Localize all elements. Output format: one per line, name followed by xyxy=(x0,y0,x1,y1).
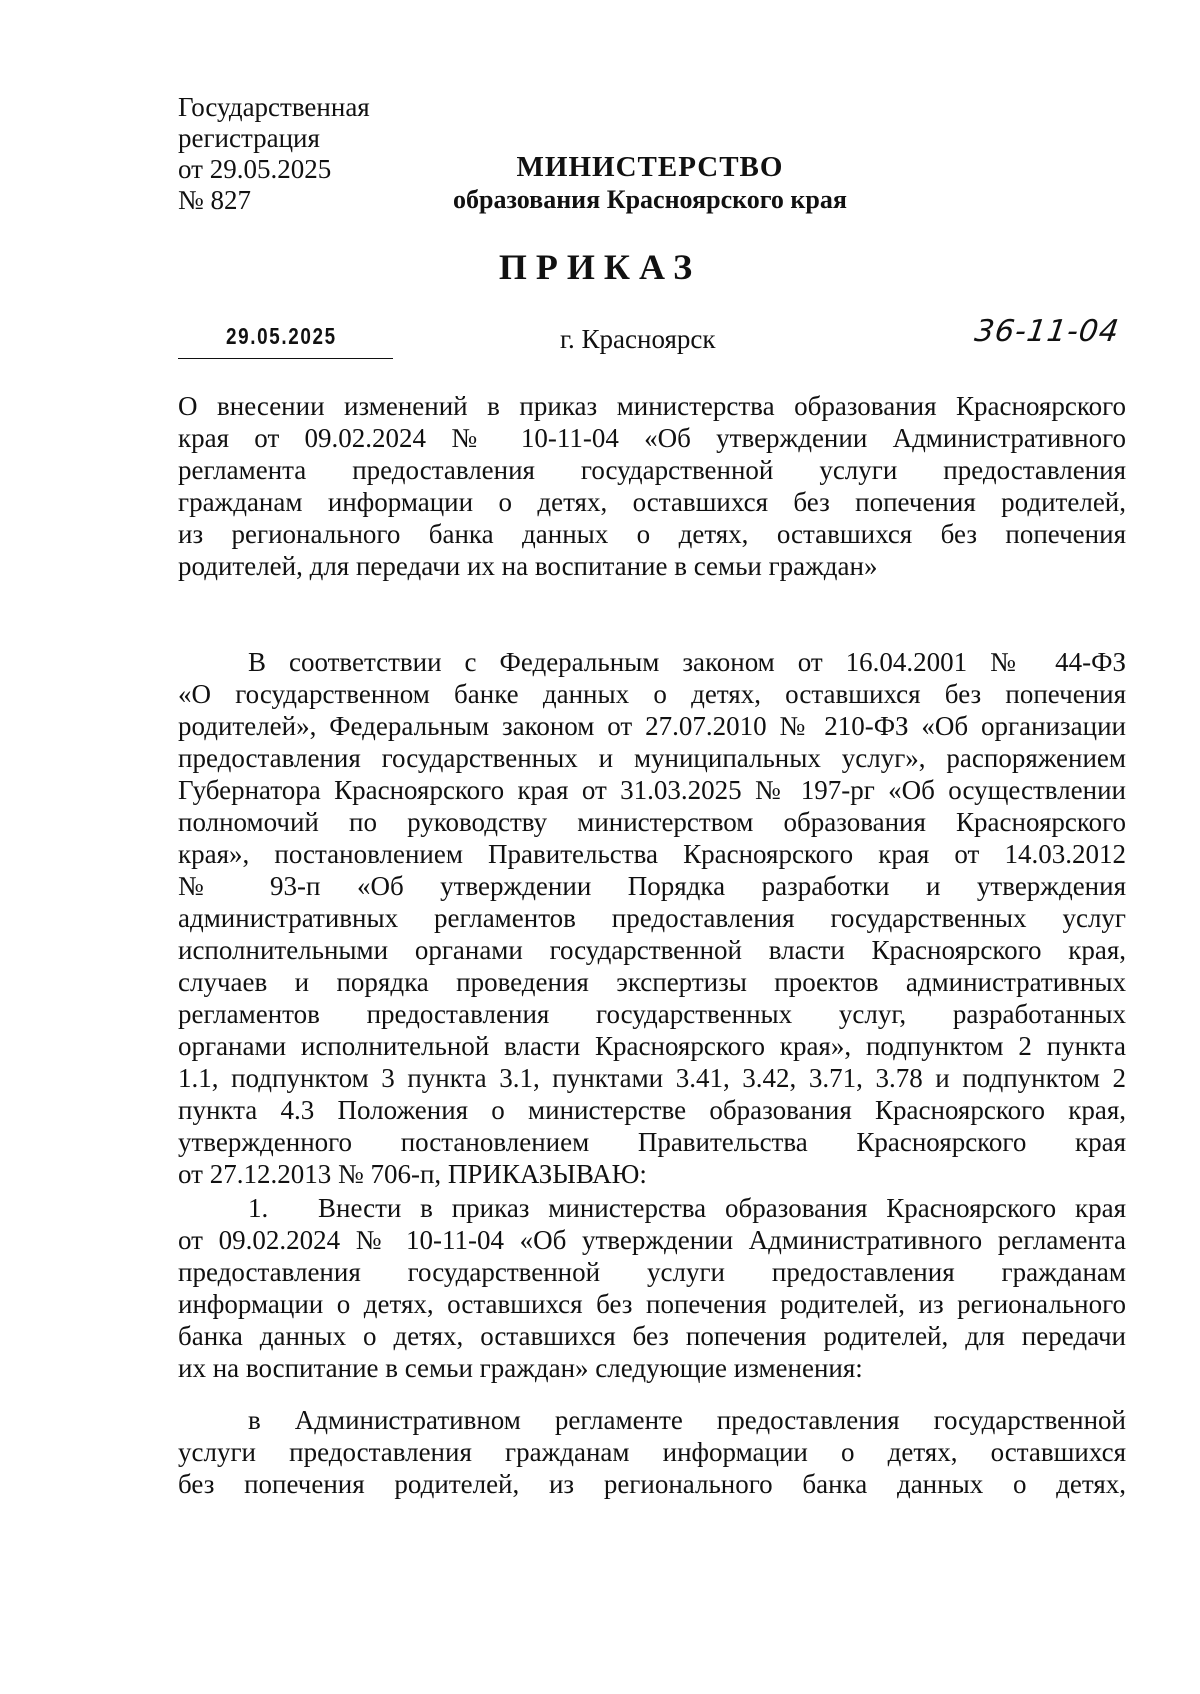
registration-line: регистрация xyxy=(178,123,320,153)
registration-number: № 827 xyxy=(178,185,252,215)
item-line: их на воспитание в семьи граждан» следующие изменения: xyxy=(178,1353,863,1383)
order-item-1 xyxy=(178,1192,1126,1384)
preamble-line: предоставления государственных и муниципальных услуг», распоряжением xyxy=(178,743,1126,773)
preamble-line: В соответствии с Федеральным законом от 16.04.2001 № 44-ФЗ xyxy=(248,647,1126,677)
preamble-line: полномочий по руководству министерством образования Красноярского xyxy=(178,807,1126,837)
order-item-1-subparagraph xyxy=(178,1404,1126,1500)
preamble-paragraph xyxy=(178,646,1126,1190)
registration-stamp xyxy=(178,92,438,216)
subject-line: О внесении изменений в приказ министерства образования Красноярского xyxy=(178,391,1126,421)
ministry-title: МИНИСТЕРСТВО xyxy=(516,151,784,183)
item-line: предоставления государственной услуги предоставления гражданам xyxy=(178,1257,1126,1287)
order-date-field xyxy=(178,318,393,359)
subject-line: края от 09.02.2024 № 10-11-04 «Об утверждении Административного xyxy=(178,423,1126,453)
order-subject xyxy=(178,390,1126,582)
preamble-line: исполнительными органами государственной власти Красноярского края, xyxy=(178,935,1126,965)
preamble-line: органами исполнительной власти Красноярского края», подпунктом 2 пункта xyxy=(178,1031,1126,1061)
ministry-subtitle: образования Красноярского края xyxy=(453,185,847,214)
preamble-line: края», постановлением Правительства Красноярского края от 14.03.2012 xyxy=(178,839,1126,869)
preamble-line: от 27.12.2013 № 706-п, ПРИКАЗЫВАЮ: xyxy=(178,1159,647,1189)
subject-line: родителей, для передачи их на воспитание в семьи граждан» xyxy=(178,551,878,581)
item-line: от 09.02.2024 № 10-11-04 «Об утверждении Административного регламента xyxy=(178,1225,1126,1255)
registration-date: от 29.05.2025 xyxy=(178,154,332,184)
item-first-line-text: Внести в приказ министерства образования Красноярского края xyxy=(318,1193,1126,1223)
preamble-line: 1.1, подпунктом 3 пункта 3.1, пунктами 3.41, 3.42, 3.71, 3.78 и подпунктом 2 xyxy=(178,1063,1126,1093)
preamble-line: родителей», Федеральным законом от 27.07.2010 № 210-ФЗ «Об организации xyxy=(178,711,1126,741)
subject-line: из регионального банка данных о детях, оставшихся без попечения xyxy=(178,519,1126,549)
preamble-line: административных регламентов предоставления государственных услуг xyxy=(178,903,1126,933)
registration-line: Государственная xyxy=(178,92,370,122)
item-first-line xyxy=(178,1192,1126,1224)
order-number: 36-11-04 xyxy=(972,314,1122,349)
subject-line: гражданам информации о детях, оставшихся без попечения родителей, xyxy=(178,487,1126,517)
subparagraph-line: услуги предоставления гражданам информации о детях, оставшихся xyxy=(178,1437,1126,1467)
preamble-line: Губернатора Красноярского края от 31.03.2025 № 197-рг «Об осуществлении xyxy=(178,775,1126,805)
preamble-line: «О государственном банке данных о детях, оставшихся без попечения xyxy=(178,679,1126,709)
preamble-line: пункта 4.3 Положения о министерстве образования Красноярского края, xyxy=(178,1095,1126,1125)
preamble-line: утвержденного постановлением Правительства Красноярского края xyxy=(178,1127,1126,1157)
item-line: банка данных о детях, оставшихся без попечения родителей, для передачи xyxy=(178,1321,1126,1351)
ministry-header xyxy=(430,150,870,216)
preamble-line: № 93-п «Об утверждении Порядка разработки и утверждения xyxy=(178,871,1126,901)
preamble-line: регламентов предоставления государственных услуг, разработанных xyxy=(178,999,1126,1029)
subparagraph-line: в Административном регламенте предоставления государственной xyxy=(248,1405,1126,1435)
preamble-line: случаев и порядка проведения экспертизы проектов административных xyxy=(178,967,1126,997)
order-city: г. Красноярск xyxy=(560,324,716,354)
item-number: 1. xyxy=(248,1193,269,1223)
subparagraph-line: без попечения родителей, из регионального банка данных о детях, xyxy=(178,1469,1126,1499)
order-date: 29.05.2025 xyxy=(226,323,337,349)
subject-line: регламента предоставления государственной услуги предоставления xyxy=(178,455,1126,485)
item-line: информации о детях, оставшихся без попечения родителей, из регионального xyxy=(178,1289,1126,1319)
document-type-title: ПРИКАЗ xyxy=(498,247,702,287)
